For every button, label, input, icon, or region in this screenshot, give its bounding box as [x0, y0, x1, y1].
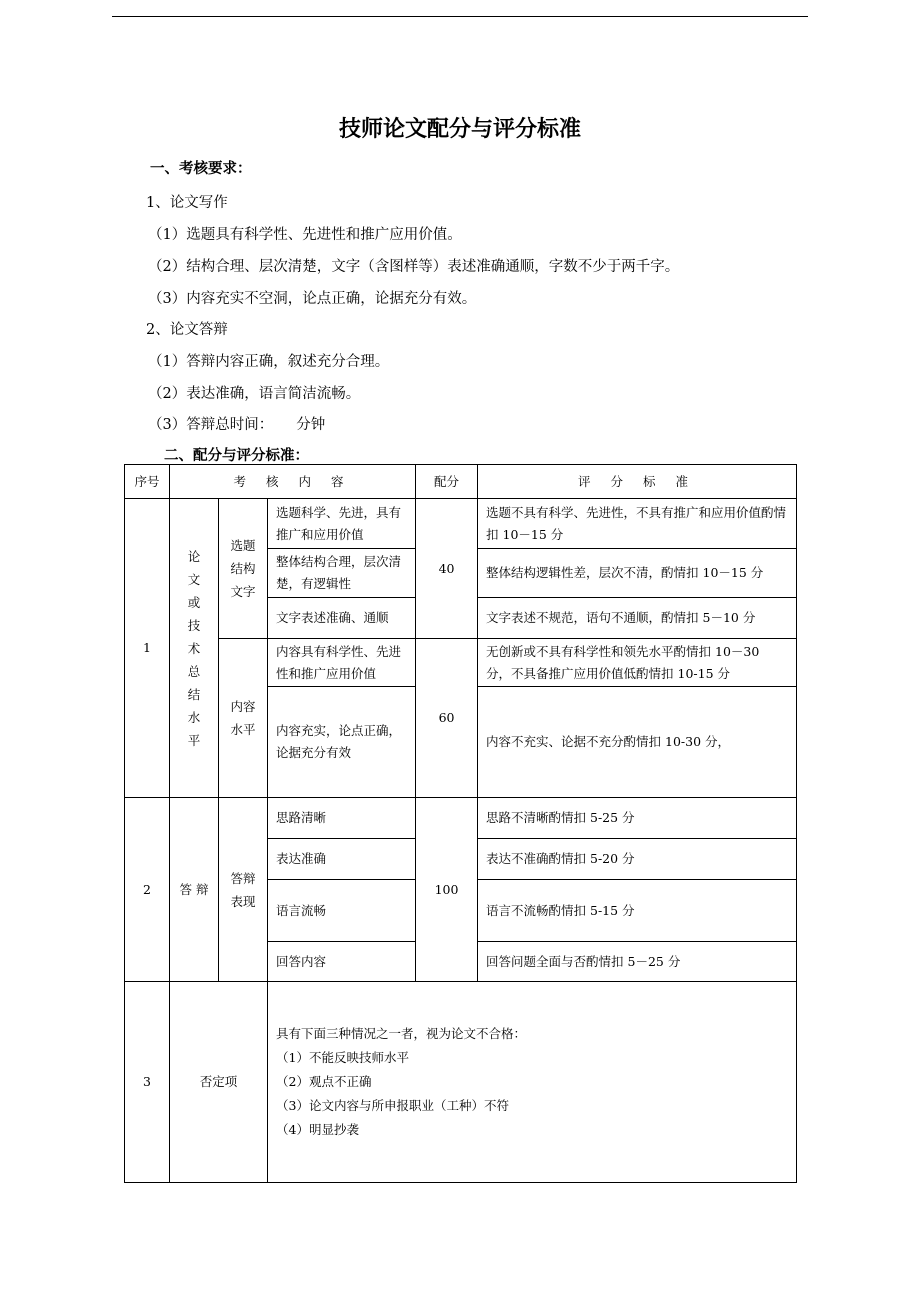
page-title: 技师论文配分与评分标准 [338, 117, 581, 142]
score-cell: 60 [416, 639, 478, 798]
scoring-table [124, 464, 797, 1183]
subcategory-label: 内容水平 [230, 699, 256, 737]
content-cell: 回答内容 [268, 942, 416, 982]
veto-cell [268, 982, 797, 1183]
part1-item: （3）内容充实不空洞，论点正确，论据充分有效。 [148, 291, 477, 307]
subcategory-cell [219, 639, 268, 798]
content-cell: 内容充实，论点正确，论据充分有效 [268, 687, 416, 798]
part2-item: （2）表达准确，语言简洁流畅。 [148, 386, 361, 402]
veto-item: （3）论文内容与所申报职业（工种）不符 [276, 1098, 509, 1113]
category-cell: 否定项 [170, 982, 268, 1183]
criteria-cell: 内容不充实、论据不充分酌情扣 10-30 分， [478, 687, 797, 798]
seq-cell: 2 [125, 798, 170, 982]
subcategory-label: 答辩表现 [230, 870, 256, 909]
table-row [125, 639, 797, 687]
category-cell [170, 499, 219, 798]
subcategory-cell [219, 798, 268, 982]
header-rule [112, 16, 808, 17]
subcategory-cell [219, 499, 268, 639]
content-cell: 整体结构合理，层次清楚，有逻辑性 [268, 549, 416, 598]
seq-cell: 1 [125, 499, 170, 798]
veto-item: （1）不能反映技师水平 [276, 1050, 409, 1065]
content-cell: 选题科学、先进，具有推广和应用价值 [268, 499, 416, 549]
part2-item: （1）答辩内容正确，叙述充分合理。 [148, 354, 390, 370]
category-cell: 答 辩 [170, 798, 219, 982]
criteria-cell: 表达不准确酌情扣 5-20 分 [478, 839, 797, 880]
content-cell: 内容具有科学性、先进性和推广应用价值 [268, 639, 416, 687]
part2-item: （3）答辩总时间： 分钟 [148, 417, 326, 433]
category-label: 论文或技术总结水平 [187, 548, 201, 748]
criteria-cell: 无创新或不具有科学性和领先水平酌情扣 10－30 分，不具备推广应用价值低酌情扣 10-15 分 [478, 639, 797, 687]
content-cell: 思路清晰 [268, 798, 416, 839]
score-cell: 40 [416, 499, 478, 639]
section1-heading: 一、考核要求： [150, 161, 252, 177]
content-cell: 语言流畅 [268, 880, 416, 942]
header-seq: 序号 [125, 465, 170, 499]
part2-heading: 2、论文答辩 [146, 322, 228, 338]
header-content: 考 核 内 容 [170, 465, 416, 499]
content-cell: 表达准确 [268, 839, 416, 880]
criteria-cell: 选题不具有科学、先进性，不具有推广和应用价值酌情扣 10－15 分 [478, 499, 797, 549]
seq-cell: 3 [125, 982, 170, 1183]
veto-item: （4）明显抄袭 [276, 1122, 359, 1137]
veto-item: （2）观点不正确 [276, 1074, 372, 1089]
criteria-cell: 思路不清晰酌情扣 5-25 分 [478, 798, 797, 839]
header-score: 配分 [416, 465, 478, 499]
criteria-cell: 回答问题全面与否酌情扣 5－25 分 [478, 942, 797, 982]
subcategory-label: 选题结构文字 [230, 538, 256, 599]
score-cell: 100 [416, 798, 478, 982]
content-cell: 文字表述准确、通顺 [268, 598, 416, 639]
table-row [125, 982, 797, 1183]
table-row [125, 499, 797, 549]
criteria-cell: 整体结构逻辑性差，层次不清，酌情扣 10－15 分 [478, 549, 797, 598]
part1-item: （2）结构合理、层次清楚，文字（含图样等）表述准确通顺，字数不少于两千字。 [148, 259, 680, 275]
part1-heading: 1、论文写作 [146, 195, 228, 211]
criteria-cell: 语言不流畅酌情扣 5-15 分 [478, 880, 797, 942]
criteria-cell: 文字表述不规范，语句不通顺，酌情扣 5－10 分 [478, 598, 797, 639]
table-row [125, 798, 797, 839]
part1-item: （1）选题具有科学性、先进性和推广应用价值。 [148, 227, 462, 243]
header-criteria: 评 分 标 准 [478, 465, 797, 499]
veto-intro: 具有下面三种情况之一者，视为论文不合格： [276, 1026, 527, 1041]
table-header-row [125, 465, 797, 499]
section2-heading: 二、配分与评分标准： [164, 448, 309, 464]
